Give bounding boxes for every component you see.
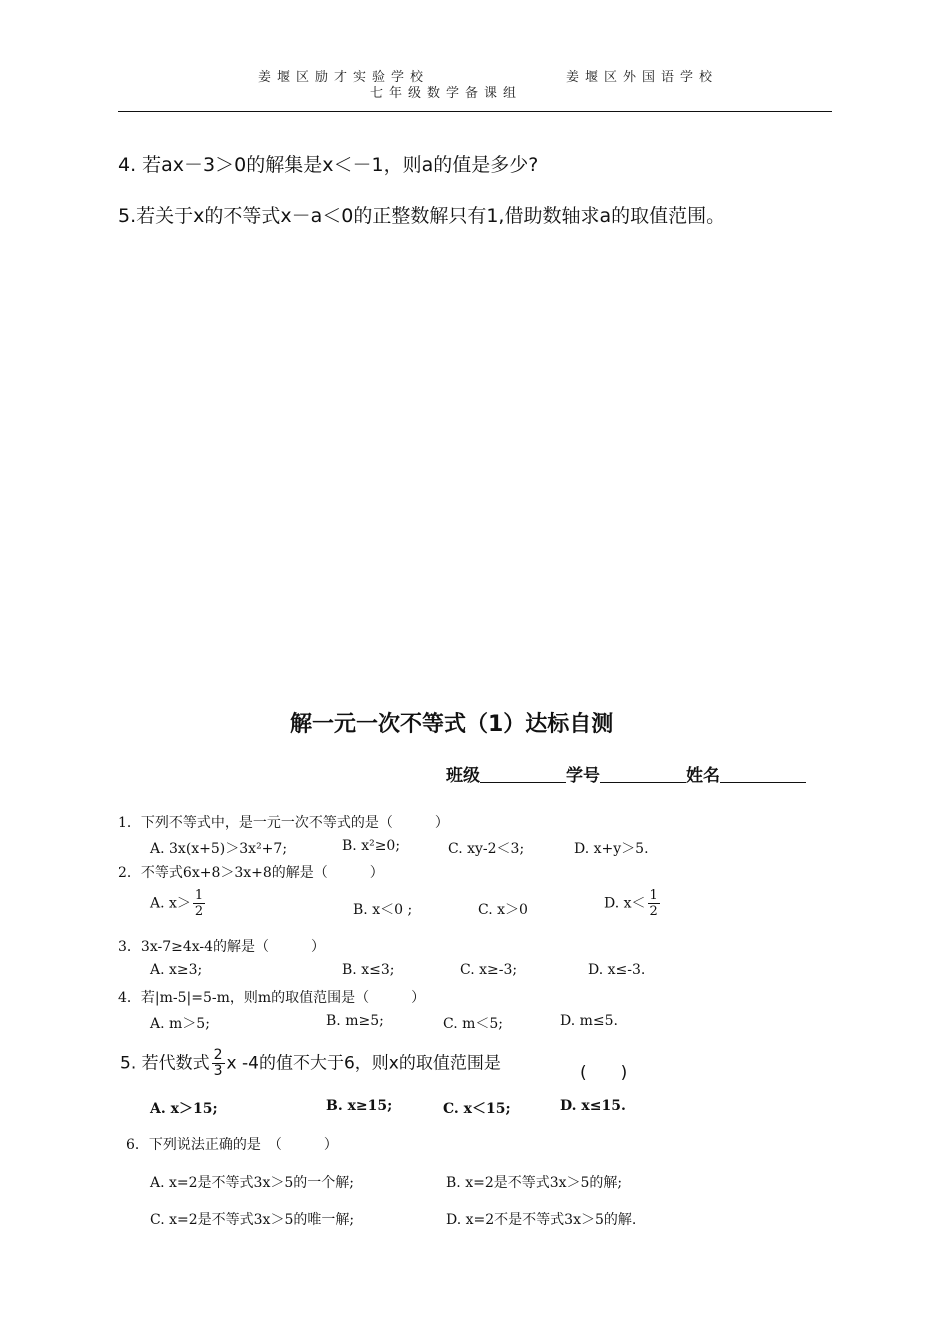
fraction-denominator: 3: [213, 1063, 223, 1079]
q1-option-d: D. x+y＞5.: [574, 841, 649, 857]
fraction-denominator: 2: [194, 904, 204, 919]
q6-option-b: B. x=2是不等式3x＞5的解;: [446, 1175, 623, 1191]
q6-option-a: A. x=2是不等式3x＞5的一个解;: [150, 1175, 354, 1191]
q5-option-b: B. x≥15;: [326, 1098, 393, 1114]
q5-option-d: D. x≤15.: [560, 1098, 626, 1114]
q1-stem: 1．下列不等式中，是一元一次不等式的是（ ）: [118, 815, 449, 831]
q5-stem: [120, 1048, 501, 1079]
name-blank[interactable]: [720, 766, 806, 783]
header-rule: [118, 111, 832, 112]
q2-option-d: [604, 888, 662, 919]
q3-stem: 3．3x-7≥4x-4的解是（ ）: [118, 939, 326, 955]
q4-option-b: B. m≥5;: [326, 1013, 384, 1029]
q2-stem: 2．不等式6x+8＞3x+8的解是（ ）: [118, 865, 384, 881]
q5-option-a: A. x＞15;: [150, 1101, 218, 1117]
q1-option-a: A. 3x(x+5)＞3x²+7;: [150, 841, 288, 857]
q1-option-c: C. xy-2＜3;: [448, 841, 525, 857]
q4-option-c: C. m＜5;: [443, 1016, 504, 1032]
fraction-numerator: 1: [194, 888, 204, 903]
student-info-line: [446, 761, 806, 786]
fraction-denominator: 2: [649, 904, 658, 919]
class-blank[interactable]: [480, 766, 566, 783]
q5-stem-suffix: x -4的值不大于6，则x的取值范围是: [226, 1053, 501, 1074]
q2-option-c: C. x＞0: [478, 902, 528, 918]
fraction-numerator: 2: [213, 1047, 223, 1063]
q2-option-b: B. x＜0 ;: [353, 902, 413, 918]
test-title: 解一元一次不等式（1）达标自测: [290, 712, 614, 737]
q2-option-a-text: A. x＞: [150, 895, 191, 912]
q3-option-b: B. x≤3;: [342, 962, 395, 978]
q3-option-d: D. x≤-3.: [588, 962, 646, 978]
class-label: 班级: [446, 766, 480, 786]
q4-option-d: D. m≤5.: [560, 1013, 618, 1029]
top-question-5: 5.若关于x的不等式x－a＜0的正整数解只有1,借助数轴求a的取值范围。: [118, 205, 726, 227]
q2-option-d-text: D. x＜: [604, 895, 646, 912]
header-right-school: 姜堰区外国语学校: [566, 70, 719, 85]
q5-fraction: [212, 1048, 225, 1079]
name-label: 姓名: [686, 766, 720, 786]
header-group: 七年级数学备课组: [370, 86, 523, 101]
fraction-numerator: 1: [649, 888, 658, 903]
q2-option-d-fraction: [648, 888, 660, 919]
q4-stem: 4．若|m-5|=5-m，则m的取值范围是（ ）: [118, 990, 426, 1006]
q1-option-b: B. x²≥0;: [342, 838, 401, 854]
q2-option-a-fraction: [193, 888, 205, 919]
q3-option-a: A. x≥3;: [150, 962, 203, 978]
top-question-4: 4. 若ax－3＞0的解集是x＜－1，则a的值是多少?: [118, 154, 539, 176]
q2-option-a: [150, 888, 207, 919]
number-blank[interactable]: [600, 766, 686, 783]
q6-stem: 6．下列说法正确的是 （ ）: [126, 1137, 338, 1153]
header-left-school: 姜堰区励才实验学校: [258, 70, 430, 85]
q5-option-c: C. x＜15;: [443, 1101, 511, 1117]
q5-stem-prefix: 5. 若代数式: [120, 1053, 210, 1074]
q6-option-d: D. x=2不是不等式3x＞5的解.: [446, 1212, 637, 1228]
q4-option-a: A. m＞5;: [150, 1016, 210, 1032]
q6-option-c: C. x=2是不等式3x＞5的唯一解;: [150, 1212, 355, 1228]
q3-option-c: C. x≥-3;: [460, 962, 518, 978]
number-label: 学号: [566, 766, 600, 786]
q5-paren: ( ): [580, 1063, 628, 1083]
